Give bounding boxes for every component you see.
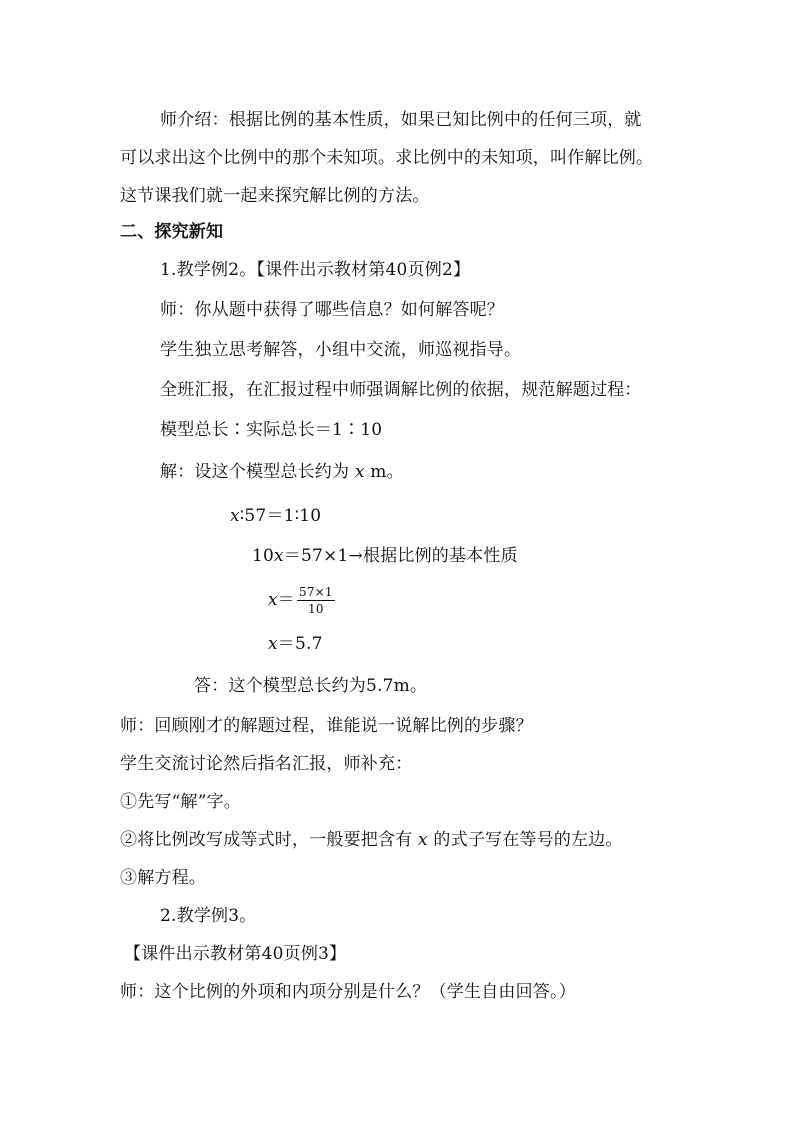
equation-3 [268, 584, 335, 616]
equation-2-prefix: 10 [252, 546, 275, 566]
equation-2-rest: ＝57×1→根据比例的基本性质 [283, 546, 518, 566]
solve-variable: x [354, 462, 365, 482]
equation-1 [230, 504, 321, 528]
teacher-question-1: 师：你从题中获得了哪些信息？如何解答呢？ [160, 300, 504, 320]
solve-suffix: m。 [370, 462, 404, 482]
equation-2 [252, 544, 518, 568]
equation-1-rest: ∶57＝1∶10 [239, 506, 322, 526]
equation-3-equals: ＝ [277, 590, 295, 610]
equation-3-fraction [297, 585, 335, 616]
section-heading: 二、探究新知 [120, 222, 224, 242]
solve-statement [160, 460, 404, 484]
step-2-suffix: 的式子写在等号的左边。 [433, 830, 623, 850]
item-1-title: 1.教学例2。【课件出示教材第40页例2】 [160, 260, 471, 280]
fraction-denominator: 10 [308, 602, 324, 616]
student-think: 学生独立思考解答，小组中交流，师巡视指导。 [160, 340, 522, 360]
intro-line-2: 可以求出这个比例中的那个未知项。求比例中的未知项，叫作解比例。 [120, 148, 654, 168]
step-1: ①先写“解”字。 [120, 792, 241, 812]
step-2 [120, 828, 623, 852]
equation-3-variable: x [268, 590, 278, 610]
fraction-numerator: 57×1 [299, 585, 333, 599]
item-2-title: 2.教学例3。 [160, 906, 257, 926]
step-2-variable: x [418, 830, 428, 850]
equation-4-rest: ＝5.7 [277, 634, 323, 654]
equation-4-variable: x [268, 634, 278, 654]
intro-line-1: 师介绍：根据比例的基本性质，如果已知比例中的任何三项，就 [160, 110, 642, 130]
student-discuss: 学生交流讨论然后指名汇报，师补充： [120, 754, 413, 774]
step-3: ③解方程。 [120, 868, 206, 888]
class-report: 全班汇报，在汇报过程中师强调解比例的依据，规范解题过程： [160, 380, 642, 400]
answer-line: 答：这个模型总长约为5.7m。 [194, 676, 428, 696]
equation-1-variable: x [230, 506, 240, 526]
ratio-statement: 模型总长∶实际总长＝1∶10 [160, 420, 383, 440]
step-2-prefix: ②将比例改写成等式时，一般要把含有 [120, 830, 413, 850]
equation-2-variable: x [274, 546, 284, 566]
solve-prefix: 解：设这个模型总长约为 [160, 462, 350, 482]
teacher-question-3: 师：这个比例的外项和内项分别是什么？（学生自由回答。） [120, 982, 576, 1002]
equation-4 [268, 632, 323, 656]
teacher-question-2: 师：回顾刚才的解题过程，谁能说一说解比例的步骤？ [120, 716, 533, 736]
item-2-courseware: 【课件出示教材第40页例3】 [124, 944, 347, 964]
intro-line-3: 这节课我们就一起来探究解比例的方法。 [120, 186, 430, 206]
